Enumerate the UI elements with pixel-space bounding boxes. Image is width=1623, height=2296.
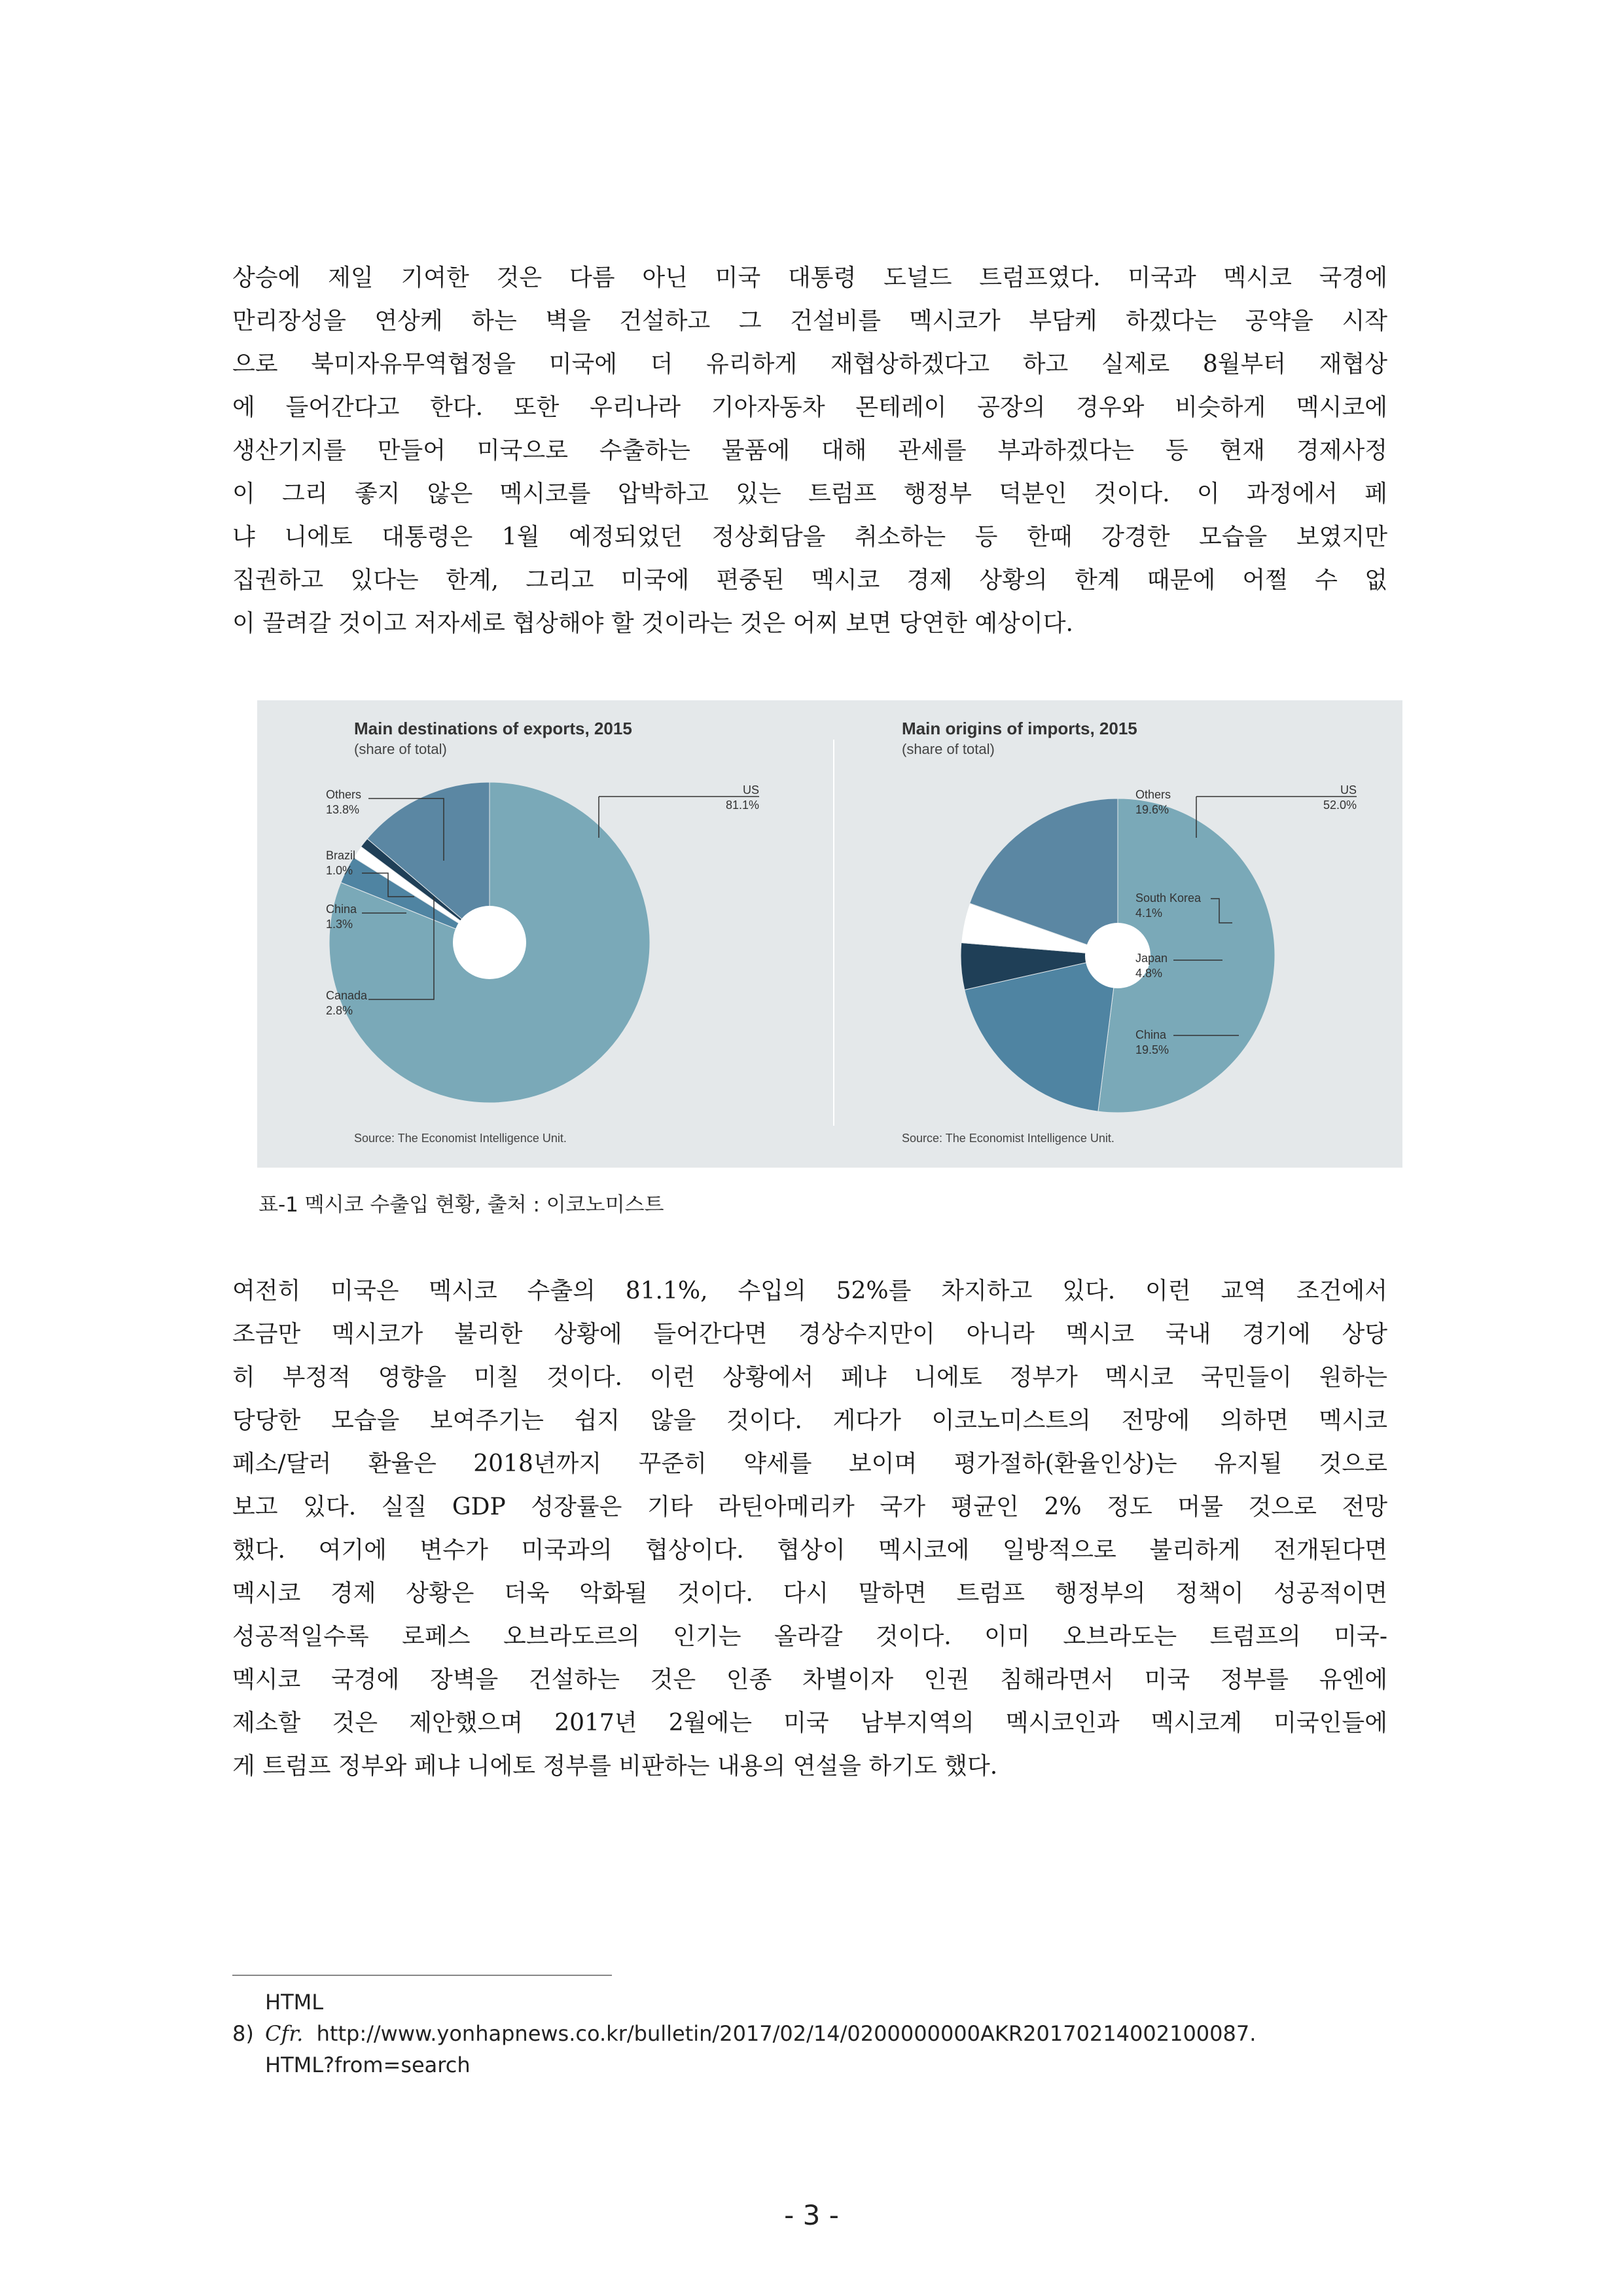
para2-line: 성공적일수록 로페스 오브라도르의 인기는 올라갈 것이다. 이미 오브라도는 트럼프의 미국- [232, 1623, 1387, 1650]
figure-caption: 표-1 멕시코 수출입 현황, 출처 : 이코노미스트 [259, 1193, 664, 1217]
para1-line: 상승에 제일 기여한 것은 다름 아닌 미국 대통령 도널드 트럼프였다. 미국과 멕시코 국경에 [232, 264, 1387, 291]
imports-value-others: 19.6% [1135, 803, 1169, 816]
para2-line: 멕시코 국경에 장벽을 건설하는 것은 인종 차별이자 인권 침해라면서 미국 정부를 유엔에 [232, 1666, 1387, 1693]
exports-donut-hole [453, 906, 526, 979]
exports-label-brazil: Brazil [326, 849, 356, 862]
imports-label-south-korea: South Korea [1135, 891, 1202, 905]
imports-chart [830, 700, 1402, 1168]
para1-line: 이 그리 좋지 않은 멕시코를 압박하고 있는 트럼프 행정부 덕분인 것이다. 이 과정에서 페 [232, 480, 1387, 507]
imports-value-japan: 4.8% [1135, 967, 1163, 980]
exports-donut-chart [257, 700, 830, 1168]
exports-chart-subtitle: (share of total) [354, 741, 447, 757]
body-paragraph-1 [232, 257, 1387, 645]
body-paragraph-2 [232, 1270, 1387, 1788]
imports-value-us: 52.0% [1323, 798, 1357, 812]
para2-line: 페소/달러 환율은 2018년까지 꾸준히 약세를 보이며 평가절하(환율인상)는 유지될 것으로 [232, 1450, 1387, 1477]
footnote-cfr: Cfr. [265, 2021, 304, 2046]
exports-value-us: 81.1% [725, 798, 759, 812]
exports-value-others: 13.8% [326, 803, 360, 816]
figure-trade-charts [257, 700, 1402, 1168]
exports-value-china: 1.3% [326, 918, 353, 931]
para1-line: 생산기지를 만들어 미국으로 수출하는 물품에 대해 관세를 부과하겠다는 등 현재 경제사정 [232, 437, 1387, 464]
para2-line: 보고 있다. 실질 GDP 성장률은 기타 라틴아메리카 국가 평균인 2% 정도 머물 것으로 전망 [232, 1494, 1387, 1520]
footnote-number: 8) [232, 2021, 254, 2046]
imports-chart-title: Main origins of imports, 2015 [902, 719, 1137, 738]
para2-line: 제소할 것은 제안했으며 2017년 2월에는 미국 남부지역의 멕시코인과 멕시코계 미국인들에 [232, 1710, 1387, 1736]
para2-line: 히 부정적 영향을 미칠 것이다. 이런 상황에서 페냐 니에토 정부가 멕시코 국민들이 원하는 [232, 1364, 1387, 1391]
para2-line: 했다. 여기에 변수가 미국과의 협상이다. 협상이 멕시코에 일방적으로 불리하게 전개된다면 [232, 1537, 1387, 1564]
footnote [232, 1986, 1387, 2081]
exports-value-canada: 2.8% [326, 1004, 353, 1017]
exports-chart-title: Main destinations of exports, 2015 [354, 719, 632, 738]
imports-chart-source: Source: The Economist Intelligence Unit. [902, 1132, 1115, 1145]
exports-label-canada: Canada [326, 989, 368, 1002]
para1-line: 냐 니에토 대통령은 1월 예정되었던 정상회담을 취소하는 등 한때 강경한 모습을 보였지만 [232, 524, 1387, 550]
exports-chart [257, 700, 830, 1168]
exports-chart-source: Source: The Economist Intelligence Unit. [354, 1132, 567, 1145]
footnote-url-1[interactable]: http://www.yonhapnews.co.kr/bulletin/2017/02/14/0200000000AKR20170214002100087. [316, 2021, 1257, 2046]
imports-label-us: US [1340, 783, 1357, 797]
para1-line: 이 끌려갈 것이고 저자세로 협상해야 할 것이라는 것은 어찌 보면 당연한 예상이다. [232, 610, 1073, 637]
imports-value-south-korea: 4.1% [1135, 906, 1163, 920]
para2-line: 여전히 미국은 멕시코 수출의 81.1%, 수입의 52%를 차지하고 있다. 이런 교역 조건에서 [232, 1278, 1387, 1304]
page-number: - 3 - [784, 2199, 839, 2231]
imports-label-china: China [1135, 1028, 1167, 1041]
exports-label-china: China [326, 903, 357, 916]
para2-line: 조금만 멕시코가 불리한 상황에 들어간다면 경상수지만이 아니라 멕시코 국내 경기에 상당 [232, 1321, 1387, 1348]
imports-label-others: Others [1135, 788, 1171, 801]
imports-value-china: 19.5% [1135, 1043, 1169, 1056]
imports-label-japan: Japan [1135, 952, 1168, 965]
para2-line: 게 트럼프 정부와 페냐 니에토 정부를 비판하는 내용의 연설을 하기도 했다. [232, 1753, 998, 1780]
para2-line: 당당한 모습을 보여주기는 쉽지 않을 것이다. 게다가 이코노미스트의 전망에 의하면 멕시코 [232, 1407, 1387, 1434]
imports-donut-chart [830, 700, 1402, 1168]
exports-value-brazil: 1.0% [326, 864, 353, 877]
footnote-url-2[interactable]: HTML?from=search [265, 2053, 471, 2077]
exports-label-others: Others [326, 788, 362, 801]
para1-line: 만리장성을 연상케 하는 벽을 건설하고 그 건설비를 멕시코가 부담케 하겠다는 공약을 시작 [232, 308, 1387, 334]
exports-label-us: US [742, 783, 759, 797]
para2-line: 멕시코 경제 상황은 더욱 악화될 것이다. 다시 말하면 트럼프 행정부의 정책이 성공적이면 [232, 1580, 1387, 1607]
para1-line: 에 들어간다고 한다. 또한 우리나라 기아자동차 몬테레이 공장의 경우와 비슷하게 멕시코에 [232, 394, 1387, 421]
imports-chart-subtitle: (share of total) [902, 741, 995, 757]
para1-line: 으로 북미자유무역협정을 미국에 더 유리하게 재협상하겠다고 하고 실제로 8월부터 재협상 [232, 351, 1387, 378]
footnote-line-html: HTML [265, 1990, 324, 2015]
footnote-divider [232, 1975, 612, 1976]
para1-line: 집권하고 있다는 한계, 그리고 미국에 편중된 멕시코 경제 상황의 한계 때문에 어쩔 수 없 [232, 567, 1387, 594]
